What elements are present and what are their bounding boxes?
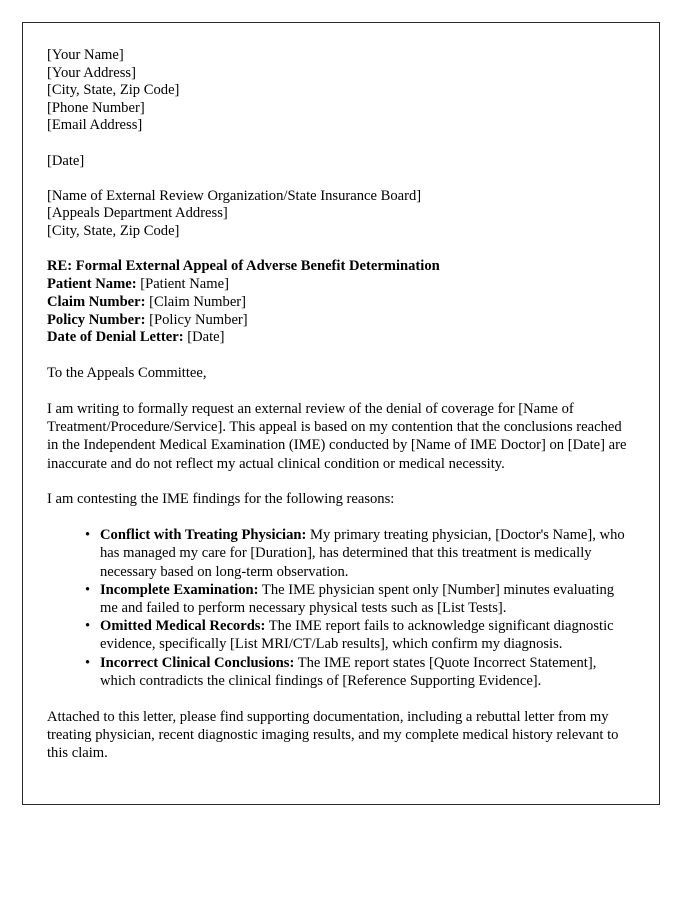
field-denial-date-value: [Date] <box>187 329 225 346</box>
spacer-after-salutation <box>47 382 633 400</box>
re-subject-text: RE: Formal External Appeal of Adverse Benefit Determination <box>47 258 440 275</box>
sender-email: [Email Address] <box>47 117 143 134</box>
spacer-after-sender <box>47 135 633 153</box>
spacer-after-list <box>47 690 633 708</box>
spacer-after-recipient <box>47 241 633 259</box>
recipient-department: [Appeals Department Address] <box>47 205 228 222</box>
letter-content <box>23 23 659 762</box>
sender-name: [Your Name] <box>47 47 124 63</box>
reason-text: My primary treating physician, [Doctor's Name], who has managed my care for [Duration], has determined that this treatment is medically necessary based on long-term observation. <box>100 527 625 580</box>
spacer-after-re <box>47 347 633 365</box>
field-patient-name <box>47 276 633 294</box>
list-item <box>85 581 633 617</box>
recipient-address-block <box>47 188 633 241</box>
reasons-list <box>47 526 633 690</box>
body-paragraph-2: I am contesting the IME findings for the following reasons: <box>47 491 395 508</box>
sender-address-block <box>47 47 633 135</box>
field-claim-number-label: Claim Number: <box>47 293 146 310</box>
letter-page <box>22 22 660 805</box>
field-patient-name-value: [Patient Name] <box>140 275 229 292</box>
reason-text: The IME report fails to acknowledge significant diagnostic evidence, specifically [List MRI/CT/Lab results], which confirm my diagnosis. <box>100 618 614 653</box>
recipient-organization: [Name of External Review Organization/State Insurance Board] <box>47 187 422 204</box>
bullet-icon: • <box>85 581 91 598</box>
field-claim-number-value: [Claim Number] <box>149 293 247 310</box>
salutation: To the Appeals Committee, <box>47 364 207 381</box>
list-item <box>85 654 633 690</box>
sender-street: [Your Address] <box>47 64 136 81</box>
reason-heading: Omitted Medical Records: <box>100 618 266 635</box>
bullet-icon: • <box>85 654 91 671</box>
sender-city-state-zip: [City, State, Zip Code] <box>47 82 180 99</box>
reason-text: The IME physician spent only [Number] minutes evaluating me and failed to perform necessary physical tests such as [List Tests]. <box>100 581 615 616</box>
field-denial-date-label: Date of Denial Letter: <box>47 329 184 346</box>
list-item <box>85 617 633 653</box>
bullet-icon: • <box>85 527 91 544</box>
field-patient-name-label: Patient Name: <box>47 275 137 292</box>
spacer-after-date <box>47 170 633 188</box>
bullet-icon: • <box>85 618 91 635</box>
reason-heading: Incorrect Clinical Conclusions: <box>100 654 295 671</box>
sender-phone: [Phone Number] <box>47 99 145 116</box>
field-denial-date <box>47 329 633 347</box>
recipient-city-state-zip: [City, State, Zip Code] <box>47 222 180 239</box>
reason-heading: Conflict with Treating Physician: <box>100 527 307 544</box>
re-block <box>47 258 633 347</box>
body-paragraph-1: I am writing to formally request an external review of the denial of coverage for [Name of Treatment/Procedure/Service]. This appeal is based on my contention that the conclusions reached in the Independent Medical Examination (IME) conducted by [Name of IME Doctor] on [Date] are inaccurate and do not reflect my actual clinical condition or medical necessity. <box>47 400 627 472</box>
list-item <box>85 526 633 581</box>
closing-paragraph: Attached to this letter, please find supporting documentation, including a rebuttal letter from my treating physician, recent diagnostic imaging results, and my complete medical history relevant to this claim. <box>47 708 619 761</box>
field-claim-number <box>47 294 633 312</box>
spacer-before-list <box>47 509 633 527</box>
field-policy-number <box>47 312 633 330</box>
field-policy-number-value: [Policy Number] <box>149 311 248 328</box>
reason-text: The IME report states [Quote Incorrect Statement], which contradicts the clinical findings of [Reference Supporting Evidence]. <box>100 654 597 689</box>
spacer-after-para1 <box>47 473 633 491</box>
re-subject <box>47 258 633 276</box>
field-policy-number-label: Policy Number: <box>47 311 146 328</box>
reason-heading: Incomplete Examination: <box>100 581 259 598</box>
letter-date: [Date] <box>47 152 85 169</box>
